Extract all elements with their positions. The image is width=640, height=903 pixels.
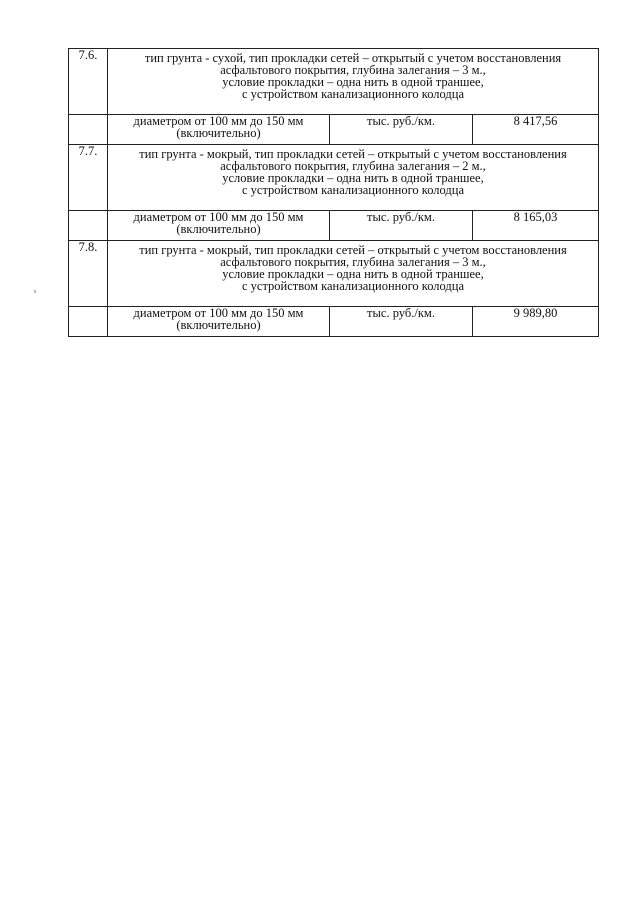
- diameter-cell: [108, 307, 330, 337]
- condition-line: с устройством канализационного колодца: [241, 87, 465, 101]
- unit-cell: тыс. руб./км.: [330, 211, 473, 241]
- table-row-rate: [69, 307, 599, 337]
- condition-description: [108, 241, 599, 307]
- price-cell: 8 417,56: [473, 115, 599, 145]
- empty-cell: [69, 211, 108, 241]
- unit-cell: тыс. руб./км.: [330, 115, 473, 145]
- table-row-condition: [69, 49, 599, 115]
- diameter-note: (включительно): [176, 126, 261, 140]
- condition-line: с устройством канализационного колодца: [241, 279, 465, 293]
- diameter-text: диаметром от 100 мм до 150 мм: [133, 210, 304, 224]
- condition-line: тип грунта - мокрый, тип прокладки сетей – открытый с учетом восстановления: [139, 243, 567, 257]
- condition-line: тип грунта - мокрый, тип прокладки сетей – открытый с учетом восстановления: [139, 147, 567, 161]
- condition-line: асфальтового покрытия, глубина залегания – 3 м.,: [220, 63, 486, 77]
- condition-line: с устройством канализационного колодца: [241, 183, 465, 197]
- diameter-text: диаметром от 100 мм до 150 мм: [133, 306, 304, 320]
- table-row-condition: [69, 145, 599, 211]
- item-number: 7.7.: [69, 145, 108, 211]
- condition-description: [108, 49, 599, 115]
- diameter-note: (включительно): [176, 222, 261, 236]
- item-number: 7.6.: [69, 49, 108, 115]
- table-row-condition: [69, 241, 599, 307]
- scan-mark: [34, 290, 36, 293]
- diameter-text: диаметром от 100 мм до 150 мм: [133, 114, 304, 128]
- condition-line: условие прокладки – одна нить в одной траншее,: [222, 171, 484, 185]
- diameter-note: (включительно): [176, 318, 261, 332]
- empty-cell: [69, 115, 108, 145]
- condition-description: [108, 145, 599, 211]
- condition-line: условие прокладки – одна нить в одной траншее,: [222, 267, 484, 281]
- condition-line: условие прокладки – одна нить в одной траншее,: [222, 75, 484, 89]
- condition-line: тип грунта - сухой, тип прокладки сетей – открытый с учетом восстановления: [144, 51, 562, 65]
- diameter-cell: [108, 115, 330, 145]
- diameter-cell: [108, 211, 330, 241]
- table-row-rate: [69, 211, 599, 241]
- condition-line: асфальтового покрытия, глубина залегания – 3 м.,: [220, 255, 486, 269]
- condition-line: асфальтового покрытия, глубина залегания – 2 м.,: [220, 159, 486, 173]
- table-row-rate: [69, 115, 599, 145]
- price-cell: 8 165,03: [473, 211, 599, 241]
- empty-cell: [69, 307, 108, 337]
- tariff-table: [68, 48, 599, 337]
- item-number: 7.8.: [69, 241, 108, 307]
- price-cell: 9 989,80: [473, 307, 599, 337]
- unit-cell: тыс. руб./км.: [330, 307, 473, 337]
